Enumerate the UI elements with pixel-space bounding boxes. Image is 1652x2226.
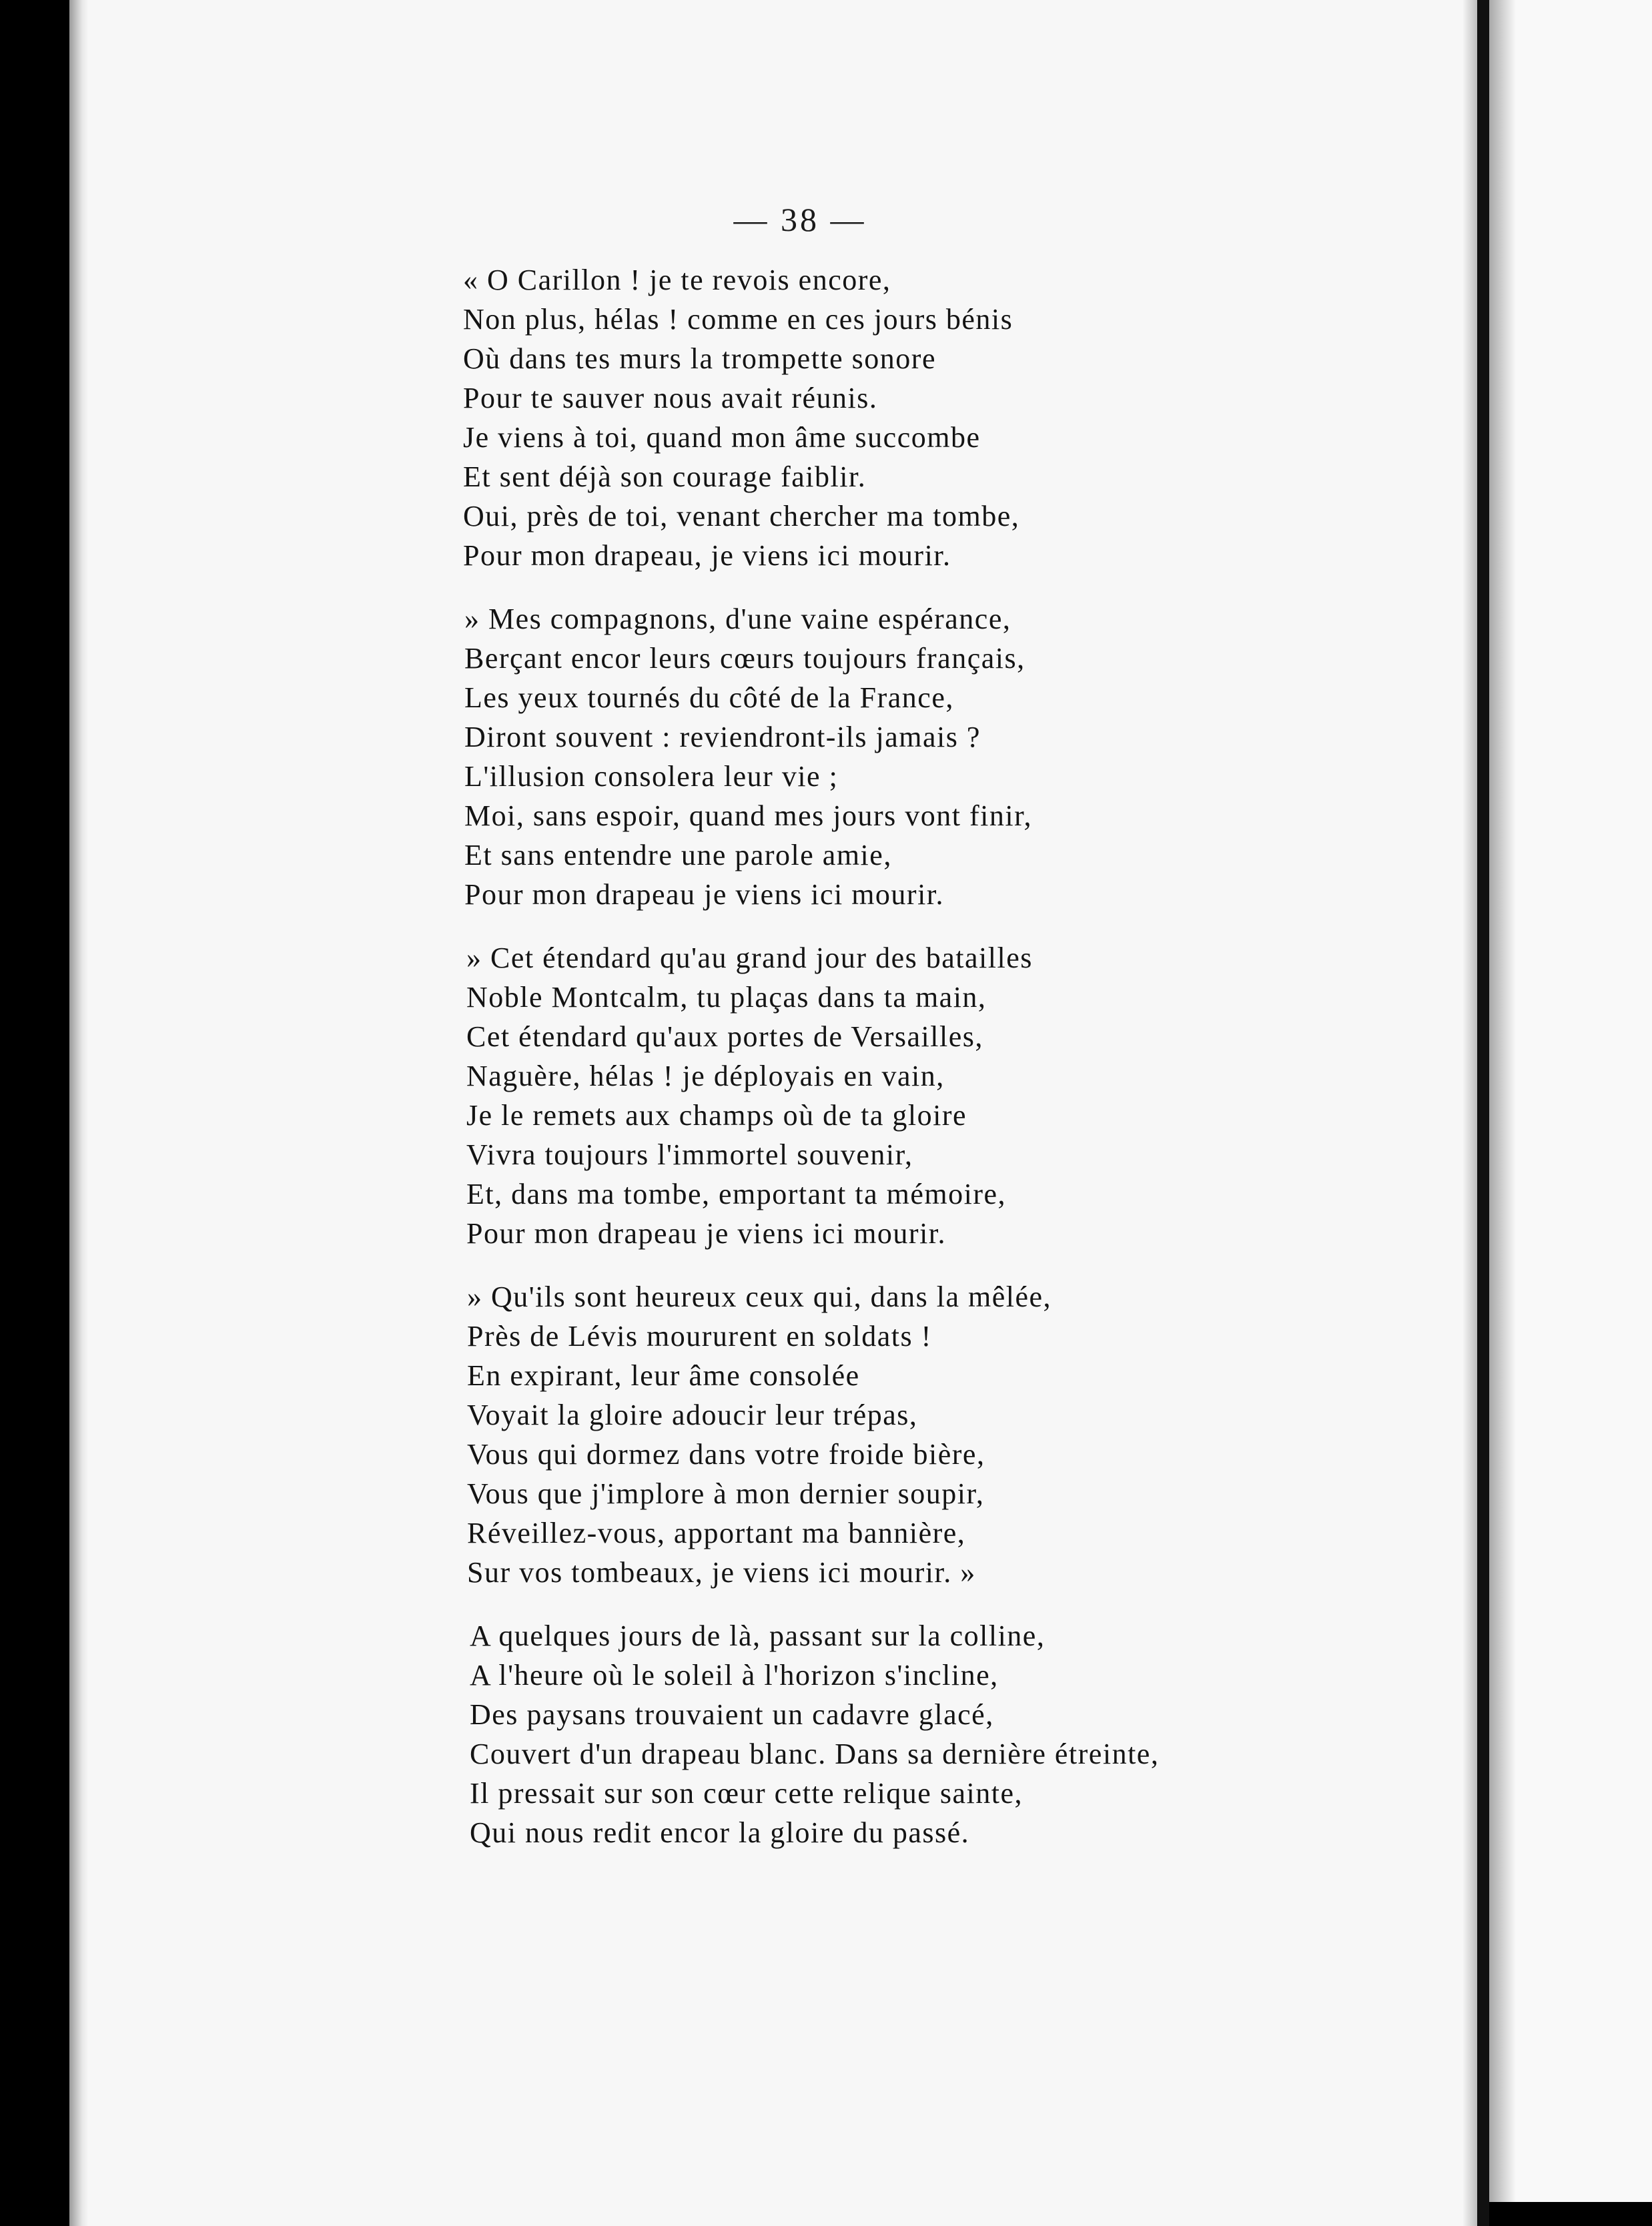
facing-page (1489, 0, 1652, 2202)
stanza-4 (467, 1277, 1410, 1592)
verse-line: En expirant, leur âme consolée (467, 1359, 860, 1392)
verse-line: Vivra toujours l'immortel souvenir, (466, 1138, 913, 1171)
stanza-3 (466, 938, 1410, 1253)
page-number: — 38 — (733, 201, 867, 238)
verse-line: Où dans tes murs la trompette sonore (463, 342, 936, 375)
verse-line: Moi, sans espoir, quand mes jours vont finir, (464, 799, 1033, 832)
verse-line: Pour mon drapeau je viens ici mourir. (466, 1217, 947, 1250)
verse-line: L'illusion consolera leur vie ; (464, 760, 839, 793)
verse-line: A quelques jours de là, passant sur la colline, (470, 1619, 1046, 1652)
verse-line: Couvert d'un drapeau blanc. Dans sa dernière étreinte, (470, 1738, 1160, 1770)
verse-line: « O Carillon ! je te revois encore, (463, 264, 891, 296)
verse-line: Oui, près de toi, venant chercher ma tombe, (463, 500, 1020, 532)
verse-line: » Qu'ils sont heureux ceux qui, dans la mêlée, (467, 1280, 1052, 1313)
poem-text (463, 260, 1410, 1876)
verse-line: Pour mon drapeau je viens ici mourir. (464, 878, 945, 911)
verse-line: Réveillez-vous, apportant ma bannière, (467, 1517, 966, 1549)
verse-line: Et, dans ma tombe, emportant ta mémoire, (466, 1178, 1007, 1210)
verse-line: Près de Lévis moururent en soldats ! (467, 1320, 932, 1353)
verse-line: Et sent déjà son courage faiblir. (463, 460, 867, 493)
verse-line: Cet étendard qu'aux portes de Versailles, (466, 1020, 983, 1053)
verse-line: Pour mon drapeau, je viens ici mourir. (463, 539, 951, 572)
verse-line: Berçant encor leurs cœurs toujours français, (464, 642, 1025, 675)
page-binding-shadow (69, 0, 88, 2226)
verse-line: Il pressait sur son cœur cette relique sainte, (470, 1777, 1023, 1810)
verse-line: Sur vos tombeaux, je viens ici mourir. » (467, 1556, 976, 1589)
verse-line: Je viens à toi, quand mon âme succombe (463, 421, 981, 454)
verse-line: Qui nous redit encor la gloire du passé. (470, 1816, 970, 1849)
verse-line: Non plus, hélas ! comme en ces jours bénis (463, 303, 1013, 336)
verse-line: Et sans entendre une parole amie, (464, 839, 892, 871)
page-edge-shadow (1463, 0, 1477, 2226)
verse-line: Naguère, hélas ! je déployais en vain, (466, 1060, 945, 1092)
verse-line: Des paysans trouvaient un cadavre glacé, (470, 1698, 994, 1731)
verse-line: A l'heure où le soleil à l'horizon s'incline, (470, 1659, 999, 1692)
verse-line: Je le remets aux champs où de ta gloire (466, 1099, 967, 1132)
book-gutter (1477, 0, 1489, 2226)
verse-line: Vous qui dormez dans votre froide bière, (467, 1438, 985, 1471)
verse-line: Voyait la gloire adoucir leur trépas, (467, 1399, 918, 1431)
book-page (69, 0, 1477, 2226)
verse-line: Noble Montcalm, tu plaças dans ta main, (466, 981, 987, 1014)
facing-page-shadow (1489, 0, 1516, 2202)
verse-line: Diront souvent : reviendront-ils jamais ? (464, 721, 981, 753)
stanza-1 (463, 260, 1410, 575)
verse-line: Les yeux tournés du côté de la France, (464, 681, 954, 714)
verse-line: » Mes compagnons, d'une vaine espérance, (464, 603, 1011, 635)
verse-line: Pour te sauver nous avait réunis. (463, 382, 878, 414)
stanza-5 (470, 1616, 1410, 1852)
verse-line: » Cet étendard qu'au grand jour des batailles (466, 942, 1033, 974)
stanza-2 (464, 599, 1410, 914)
verse-line: Vous que j'implore à mon dernier soupir, (467, 1477, 985, 1510)
